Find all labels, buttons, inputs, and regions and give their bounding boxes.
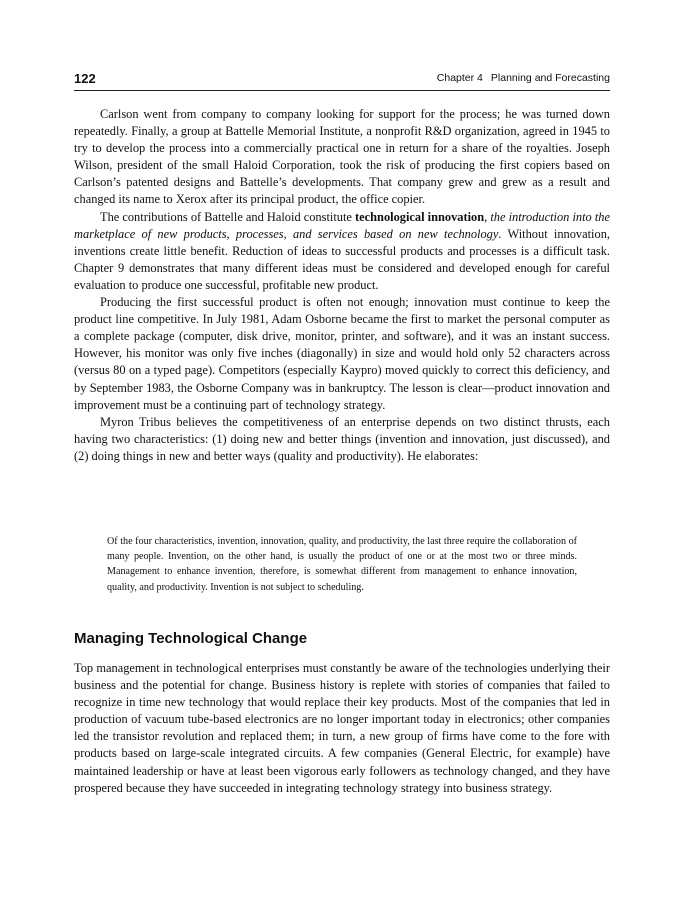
quote-text: Of the four characteristics, invention, innovation, quality, and productivity, the last three require the collaboration of many people. Invention, on the other hand, is usually the product of one or at the most two or three minds. Management to enhance invention, therefore, is somewhat different from management to enhance innovation, quality, and productivity. Invention is not subject to scheduling. bbox=[107, 536, 577, 593]
paragraph-managing-change: Top management in technological enterprises must constantly be aware of the technologies underlying their business and the potential for change. Business history is replete with stories of companies that failed to recognize in time new technology that would replace their key products. Most of the companies that led in production of vacuum tube-based electronics are no longer important today in electronics; other companies led the transistor revolution and replaced them; in turn, a new group of firms have come to the fore with products based on large-scale integrated circuits. A few companies (General Electric, for example) have maintained leadership or have at least been vigorous early followers as technology changed, and they have prospered because they have succeeded in integrating technology strategy into business strategy. bbox=[74, 661, 610, 795]
term-definition: the introduction into the marketplace of new products, processes, and services based on new technology bbox=[74, 209, 610, 241]
section-body bbox=[74, 660, 610, 797]
page-header bbox=[74, 71, 610, 89]
block-quote bbox=[107, 534, 577, 595]
chapter-label: Chapter 4 bbox=[436, 72, 483, 84]
running-head bbox=[437, 72, 610, 84]
term-technological-innovation: technological innovation bbox=[355, 209, 485, 224]
paragraph-osborne: Producing the first successful product is often not enough; innovation must continue to keep the product line competitive. In July 1981, Adam Osborne became the first to market the personal computer as a complete package (computer, disk drive, monitor, printer, and software), and it was an instant success. However, his monitor was only five inches (diagonally) in size and would hold only 52 characters across (versus 80 on a typed page). Competitors (especially Kaypro) moved quickly to correct this deficiency, and by September 1983, the Osborne Company was in bankruptcy. The lesson is clear—product innovation and improvement must be a continuing part of technology strategy. bbox=[74, 295, 610, 412]
paragraph-carlson: Carlson went from company to company looking for support for the process; he was turned down repeatedly. Finally, a group at Battelle Memorial Institute, a nonprofit R&D organization, agreed in 1945 to try to develop the process into a commercially practical one in return for a share of the royalties. Joseph Wilson, president of the small Haloid Corporation, took the risk of producing the first copiers based on Carlson’s patented designs and Battelle’s developments. That company grew and grew as a result and changed its name to Xerox after its principal product, the office copier. bbox=[74, 107, 610, 207]
chapter-title: Planning and Forecasting bbox=[490, 72, 610, 84]
header-rule bbox=[74, 90, 610, 91]
paragraph-tribus: Myron Tribus believes the competitiveness of an enterprise depends on two distinct thrusts, each having two characteristics: (1) doing new and better things (invention and innovation, just discussed), and (2) doing things in new and better ways (quality and productivity). He elaborates: bbox=[74, 414, 610, 463]
page-number: 122 bbox=[74, 71, 96, 86]
body-text bbox=[74, 106, 610, 465]
section-heading: Managing Technological Change bbox=[74, 630, 308, 647]
paragraph-innovation-definition: The contributions of Battelle and Haloid constitute technological innovation, the introduction into the marketplace of new products, processes, and services based on new technology. Without innovation, inventions create little benefit. Reduction of ideas to successful products and processes is a difficult task. Chapter 9 demonstrates that many different ideas must be considered and developed enough for careful evaluation to produce one successful, profitable new product. bbox=[74, 209, 610, 292]
